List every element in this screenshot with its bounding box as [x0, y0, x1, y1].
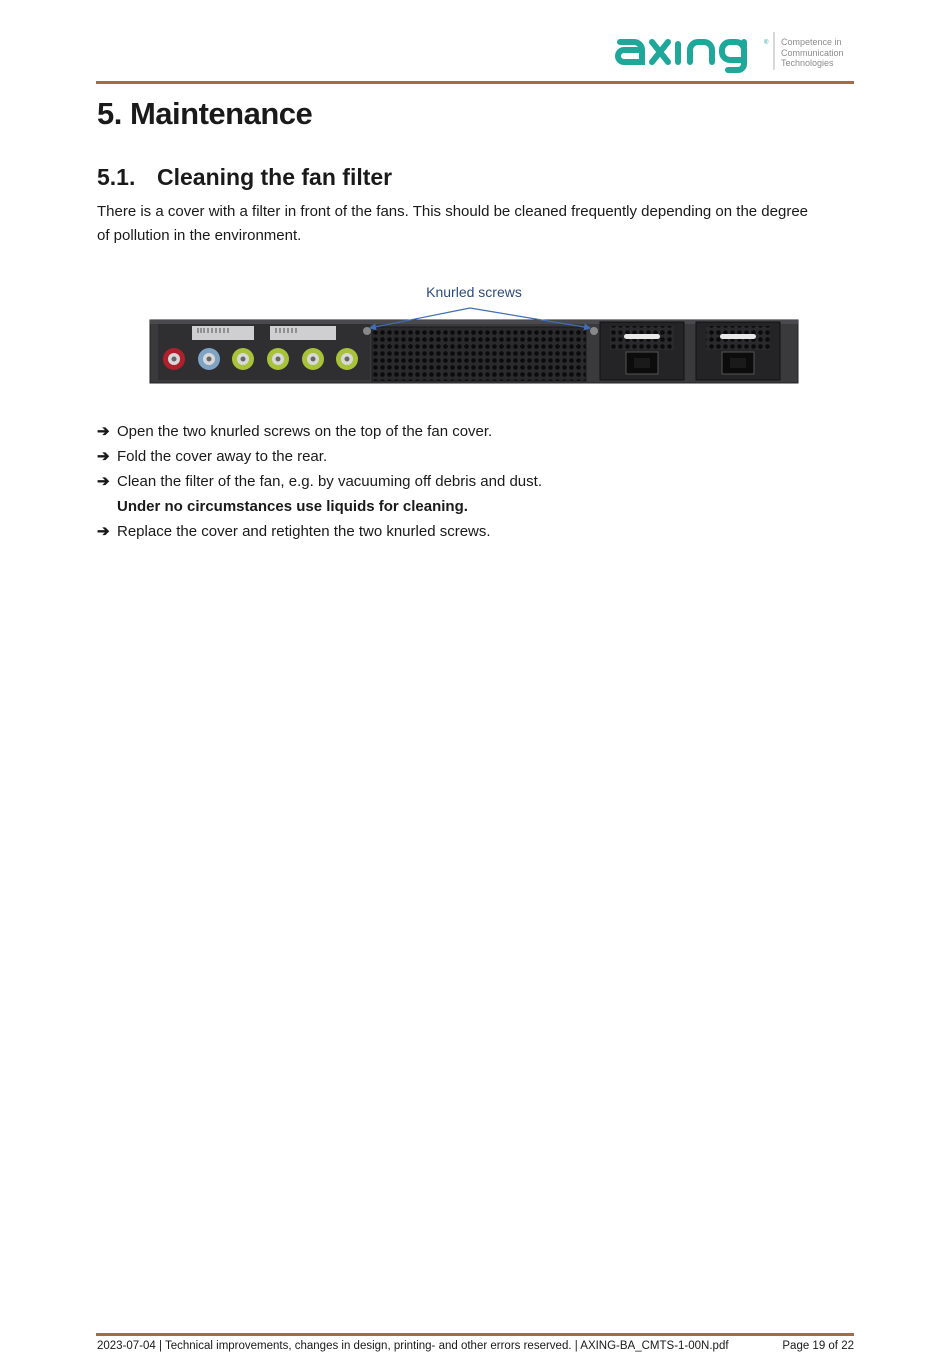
subsection-heading: Cleaning the fan filter: [157, 164, 393, 190]
list-item: [97, 469, 542, 494]
svg-text:®: ®: [764, 40, 769, 46]
list-item-warning: [97, 494, 542, 519]
header-rule: [96, 81, 854, 84]
step-text: Fold the cover away to the rear.: [117, 448, 328, 465]
arrow-right-icon: ➔: [97, 448, 110, 465]
footer-rule: [96, 1333, 854, 1336]
list-item: [97, 419, 542, 444]
step-text: Replace the cover and retighten the two knurled screws.: [117, 523, 491, 540]
arrow-right-icon: ➔: [97, 473, 110, 490]
footer-info: 2023-07-04 | Technical improvements, changes in design, printing- and other errors reserved. | AXING-BA_CMTS-1-00N.pdf: [97, 1340, 729, 1352]
intro-paragraph: There is a cover with a filter in front of the fans. This should be cleaned frequently depending on the degree of pollution in the environment.: [97, 203, 808, 244]
list-item: [97, 519, 542, 544]
step-text: Open the two knurled screws on the top of the fan cover.: [117, 423, 493, 440]
warning-text: Under no circumstances use liquids for cleaning.: [117, 498, 468, 515]
step-text: Clean the filter of the fan, e.g. by vacuuming off debris and dust.: [117, 473, 542, 490]
tagline-line: Communication: [781, 47, 844, 58]
logo-tagline: [781, 37, 861, 69]
steps-list: [97, 419, 542, 544]
list-item: [97, 444, 542, 469]
tagline-line: Technologies: [781, 58, 834, 68]
section-title: 5. Maintenance: [97, 96, 313, 131]
device-rear-panel-image: [148, 280, 800, 390]
device-figure: [148, 280, 800, 390]
arrow-right-icon: ➔: [97, 423, 110, 440]
subsection-number: 5.1.: [97, 164, 136, 190]
figure-label: Knurled screws: [426, 284, 522, 300]
page-number: Page 19 of 22: [782, 1340, 854, 1352]
arrow-right-icon: ➔: [97, 523, 110, 540]
tagline-line: Competence in: [781, 37, 842, 47]
subsection-title: [97, 164, 392, 191]
